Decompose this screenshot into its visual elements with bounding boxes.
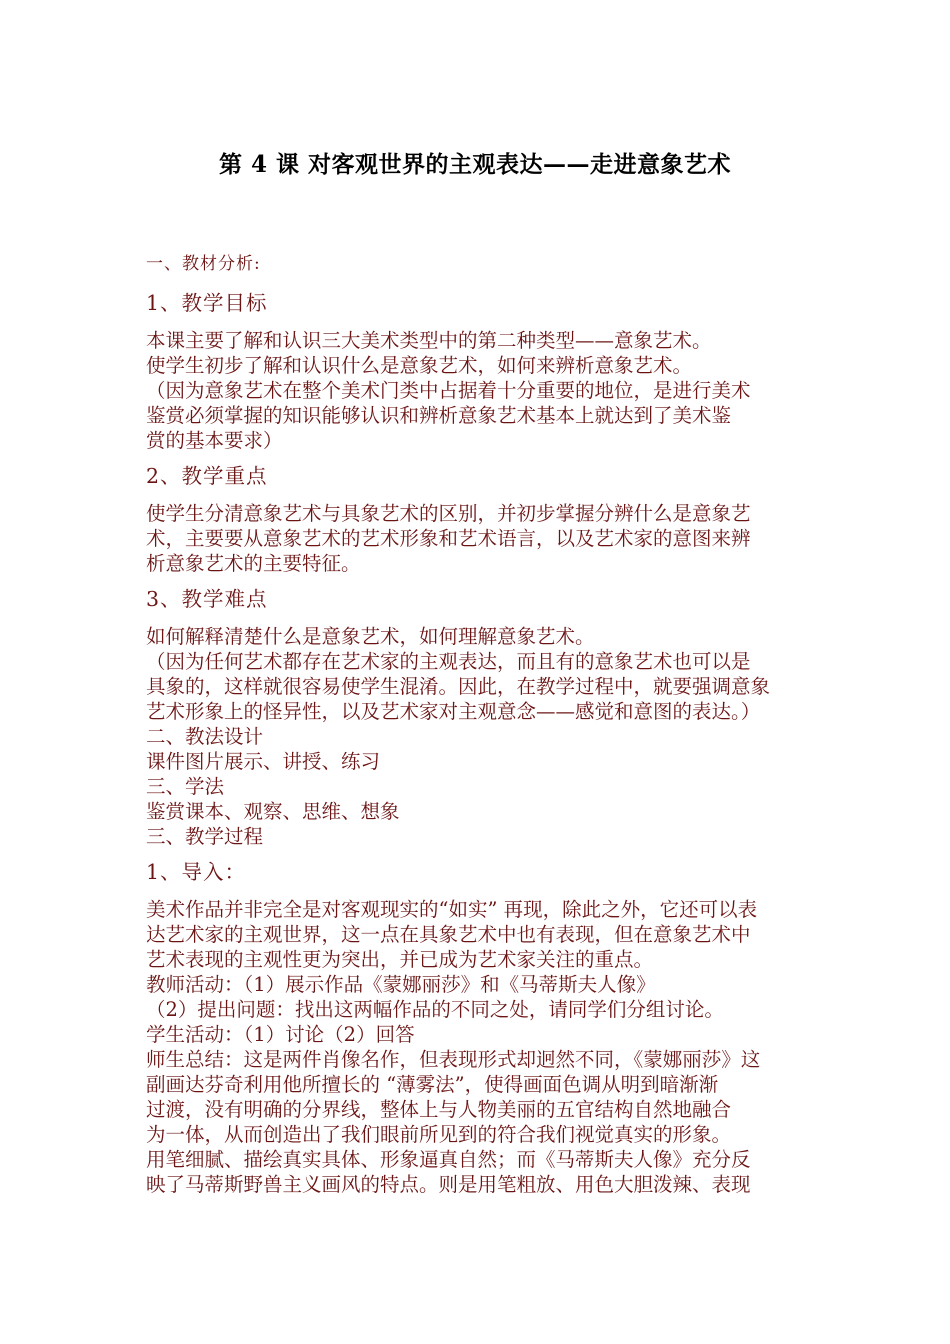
heading-difficulties: 3、教学难点: [146, 587, 268, 611]
key-points-paragraph: [146, 501, 810, 576]
goals-line: 使学生初步了解和认识什么是意象艺术，如何来辨析意象艺术。: [146, 354, 693, 377]
lesson-title: 第 4 课 对客观世界的主观表达——走进意象艺术: [218, 151, 732, 178]
intro-line: 教师活动：（1）展示作品《蒙娜丽莎》和《马蒂斯夫人像》: [146, 973, 656, 996]
intro-line: 过渡，没有明确的分界线，整体上与人物美丽的五官结构自然地融合: [146, 1098, 732, 1121]
methods-text: 课件图片展示、讲授、练习: [146, 750, 381, 773]
heading-key-points: 2、教学重点: [146, 464, 268, 488]
intro-line: 师生总结：这是两件肖像名作，但表现形式却迥然不同，《蒙娜丽莎》这: [146, 1048, 761, 1071]
goals-line: （因为意象艺术在整个美术门类中占据着十分重要的地位，是进行美术: [146, 379, 751, 402]
section-heading-analysis: 一、教材分析:: [146, 254, 261, 274]
difficulties-paragraph: [146, 624, 810, 849]
intro-line: 用笔细腻、描绘真实具体、形象逼真自然；而《马蒂斯夫人像》充分反: [146, 1148, 751, 1171]
section-heading-learning: 三、学法: [146, 775, 225, 798]
goals-line: 赏的基本要求）: [146, 429, 283, 452]
intro-line: 副画达芬奇利用他所擅长的 “薄雾法”，使得画面色调从明到暗渐渐: [146, 1073, 719, 1096]
goals-paragraph: [146, 328, 810, 453]
difficulties-line: 艺术形象上的怪异性，以及艺术家对主观意念——感觉和意图的表达。）: [146, 700, 761, 723]
intro-line: 映了马蒂斯野兽主义画风的特点。则是用笔粗放、用色大胆泼辣、表现: [146, 1173, 751, 1196]
intro-line: 学生活动：（1）讨论（2）回答: [146, 1023, 415, 1046]
difficulties-line: 如何解释清楚什么是意象艺术，如何理解意象艺术。: [146, 625, 595, 648]
heading-goals: 1、教学目标: [146, 291, 268, 315]
intro-paragraph: [146, 897, 810, 1197]
heading-intro: 1、导入：: [146, 860, 247, 884]
difficulties-line: 具象的，这样就很容易使学生混淆。因此，在教学过程中，就要强调意象: [146, 675, 771, 698]
difficulties-line: （因为任何艺术都存在艺术家的主观表达，而且有的意象艺术也可以是: [146, 650, 751, 673]
intro-line: 为一体，从而创造出了我们眼前所见到的符合我们视觉真实的形象。: [146, 1123, 732, 1146]
section-heading-process: 三、教学过程: [146, 825, 264, 848]
intro-line: 美术作品并非完全是对客观现实的“如实” 再现，除此之外，它还可以表: [146, 898, 758, 921]
document-body: [146, 252, 810, 1205]
key-points-line: 析意象艺术的主要特征。: [146, 552, 361, 575]
learning-text: 鉴赏课本、观察、思维、想象: [146, 800, 400, 823]
goals-line: 鉴赏必须掌握的知识能够认识和辨析意象艺术基本上就达到了美术鉴: [146, 404, 732, 427]
intro-line: （2）提出问题：找出这两幅作品的不同之处，请同学们分组讨论。: [146, 998, 724, 1021]
intro-line: 艺术表现的主观性更为突出，并已成为艺术家关注的重点。: [146, 948, 654, 971]
intro-line: 达艺术家的主观世界，这一点在具象艺术中也有表现，但在意象艺术中: [146, 923, 751, 946]
section-heading-methods: 二、教法设计: [146, 725, 264, 748]
key-points-line: 使学生分清意象艺术与具象艺术的区别，并初步掌握分辨什么是意象艺: [146, 502, 751, 525]
goals-line: 本课主要了解和认识三大美术类型中的第二种类型——意象艺术。: [146, 329, 712, 352]
key-points-line: 术，主要要从意象艺术的艺术形象和艺术语言，以及艺术家的意图来辨: [146, 527, 751, 550]
